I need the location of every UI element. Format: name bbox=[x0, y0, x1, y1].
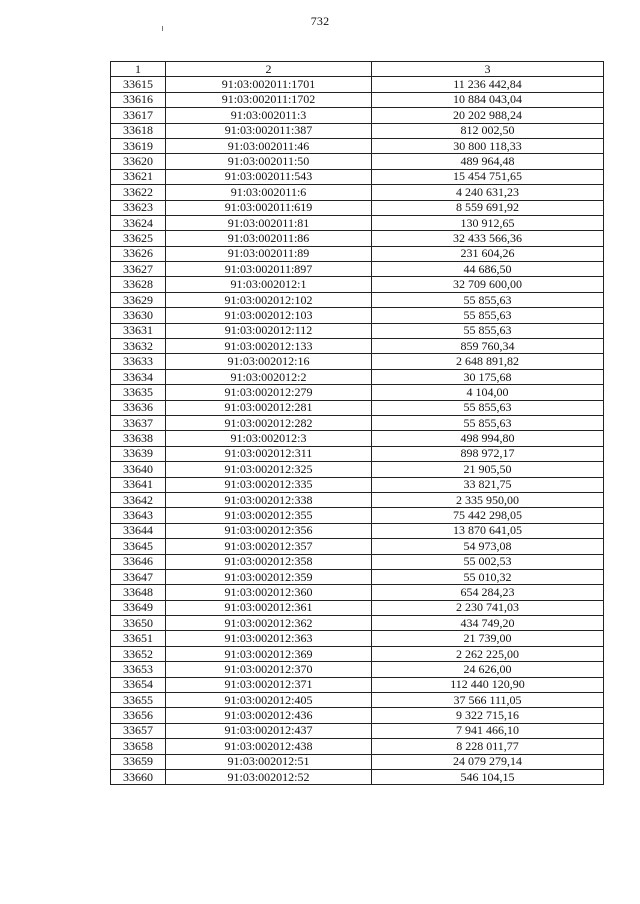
cell-value: 8 228 011,77 bbox=[372, 739, 604, 754]
table-row bbox=[111, 708, 604, 723]
cell-cadastral-number: 91:03:002011:81 bbox=[166, 215, 372, 230]
cell-row-number: 33617 bbox=[111, 108, 166, 123]
table-row bbox=[111, 154, 604, 169]
cell-cadastral-number: 91:03:002011:387 bbox=[166, 123, 372, 138]
cell-cadastral-number: 91:03:002012:16 bbox=[166, 354, 372, 369]
table-row bbox=[111, 92, 604, 107]
table-row bbox=[111, 123, 604, 138]
table-row bbox=[111, 108, 604, 123]
table-row bbox=[111, 585, 604, 600]
cell-cadastral-number: 91:03:002012:438 bbox=[166, 739, 372, 754]
cell-row-number: 33644 bbox=[111, 523, 166, 538]
table-row bbox=[111, 631, 604, 646]
cell-value: 32 433 566,36 bbox=[372, 231, 604, 246]
table-row bbox=[111, 508, 604, 523]
cell-cadastral-number: 91:03:002012:436 bbox=[166, 708, 372, 723]
cell-cadastral-number: 91:03:002011:543 bbox=[166, 169, 372, 184]
cell-cadastral-number: 91:03:002012:52 bbox=[166, 769, 372, 784]
cell-row-number: 33628 bbox=[111, 277, 166, 292]
cell-value: 55 010,32 bbox=[372, 569, 604, 584]
cell-row-number: 33637 bbox=[111, 415, 166, 430]
cell-row-number: 33660 bbox=[111, 769, 166, 784]
cell-value: 20 202 988,24 bbox=[372, 108, 604, 123]
cell-row-number: 33642 bbox=[111, 492, 166, 507]
cell-cadastral-number: 91:03:002011:3 bbox=[166, 108, 372, 123]
cell-cadastral-number: 91:03:002011:89 bbox=[166, 246, 372, 261]
cell-value: 55 855,63 bbox=[372, 415, 604, 430]
table-row bbox=[111, 523, 604, 538]
cell-row-number: 33630 bbox=[111, 308, 166, 323]
table-row bbox=[111, 369, 604, 384]
cell-cadastral-number: 91:03:002012:361 bbox=[166, 600, 372, 615]
cell-value: 2 335 950,00 bbox=[372, 492, 604, 507]
cell-row-number: 33629 bbox=[111, 292, 166, 307]
cell-row-number: 33638 bbox=[111, 431, 166, 446]
table-row bbox=[111, 431, 604, 446]
cell-row-number: 33659 bbox=[111, 754, 166, 769]
cell-row-number: 33633 bbox=[111, 354, 166, 369]
scan-mark bbox=[162, 26, 163, 31]
cell-row-number: 33658 bbox=[111, 739, 166, 754]
cell-cadastral-number: 91:03:002012:405 bbox=[166, 693, 372, 708]
cell-value: 546 104,15 bbox=[372, 769, 604, 784]
cell-value: 859 760,34 bbox=[372, 339, 604, 354]
cell-value: 55 855,63 bbox=[372, 308, 604, 323]
cell-cadastral-number: 91:03:002012:3 bbox=[166, 431, 372, 446]
cell-row-number: 33653 bbox=[111, 662, 166, 677]
cell-row-number: 33640 bbox=[111, 462, 166, 477]
table-row bbox=[111, 308, 604, 323]
registry-table bbox=[110, 61, 604, 785]
cell-row-number: 33623 bbox=[111, 200, 166, 215]
table-row bbox=[111, 277, 604, 292]
cell-row-number: 33616 bbox=[111, 92, 166, 107]
cell-cadastral-number: 91:03:002011:50 bbox=[166, 154, 372, 169]
cell-row-number: 33647 bbox=[111, 569, 166, 584]
table-row bbox=[111, 677, 604, 692]
cell-cadastral-number: 91:03:002012:360 bbox=[166, 585, 372, 600]
cell-row-number: 33636 bbox=[111, 400, 166, 415]
cell-cadastral-number: 91:03:002011:46 bbox=[166, 138, 372, 153]
cell-cadastral-number: 91:03:002012:355 bbox=[166, 508, 372, 523]
table-row bbox=[111, 600, 604, 615]
table-row bbox=[111, 231, 604, 246]
cell-value: 37 566 111,05 bbox=[372, 693, 604, 708]
cell-value: 55 855,63 bbox=[372, 292, 604, 307]
cell-row-number: 33634 bbox=[111, 369, 166, 384]
cell-value: 54 973,08 bbox=[372, 539, 604, 554]
cell-cadastral-number: 91:03:002012:2 bbox=[166, 369, 372, 384]
cell-cadastral-number: 91:03:002012:369 bbox=[166, 646, 372, 661]
cell-value: 10 884 043,04 bbox=[372, 92, 604, 107]
cell-value: 11 236 442,84 bbox=[372, 77, 604, 92]
cell-row-number: 33645 bbox=[111, 539, 166, 554]
cell-row-number: 33615 bbox=[111, 77, 166, 92]
cell-row-number: 33656 bbox=[111, 708, 166, 723]
cell-cadastral-number: 91:03:002012:358 bbox=[166, 554, 372, 569]
table-row bbox=[111, 616, 604, 631]
table-row bbox=[111, 462, 604, 477]
cell-cadastral-number: 91:03:002012:356 bbox=[166, 523, 372, 538]
cell-row-number: 33655 bbox=[111, 693, 166, 708]
cell-row-number: 33632 bbox=[111, 339, 166, 354]
table-row bbox=[111, 138, 604, 153]
cell-value: 15 454 751,65 bbox=[372, 169, 604, 184]
cell-cadastral-number: 91:03:002012:359 bbox=[166, 569, 372, 584]
cell-value: 9 322 715,16 bbox=[372, 708, 604, 723]
cell-value: 55 002,53 bbox=[372, 554, 604, 569]
cell-value: 24 626,00 bbox=[372, 662, 604, 677]
table-row bbox=[111, 554, 604, 569]
cell-cadastral-number: 91:03:002012:370 bbox=[166, 662, 372, 677]
table-row bbox=[111, 169, 604, 184]
cell-cadastral-number: 91:03:002012:325 bbox=[166, 462, 372, 477]
cell-row-number: 33621 bbox=[111, 169, 166, 184]
table-row bbox=[111, 385, 604, 400]
cell-cadastral-number: 91:03:002012:133 bbox=[166, 339, 372, 354]
table-row bbox=[111, 769, 604, 784]
cell-value: 32 709 600,00 bbox=[372, 277, 604, 292]
cell-row-number: 33635 bbox=[111, 385, 166, 400]
cell-value: 30 175,68 bbox=[372, 369, 604, 384]
table-row bbox=[111, 262, 604, 277]
cell-row-number: 33620 bbox=[111, 154, 166, 169]
cell-value: 24 079 279,14 bbox=[372, 754, 604, 769]
cell-cadastral-number: 91:03:002012:311 bbox=[166, 446, 372, 461]
cell-cadastral-number: 91:03:002012:335 bbox=[166, 477, 372, 492]
cell-value: 898 972,17 bbox=[372, 446, 604, 461]
cell-row-number: 33639 bbox=[111, 446, 166, 461]
cell-value: 4 240 631,23 bbox=[372, 185, 604, 200]
cell-cadastral-number: 91:03:002011:1701 bbox=[166, 77, 372, 92]
cell-row-number: 33657 bbox=[111, 723, 166, 738]
header-row bbox=[111, 62, 604, 77]
cell-cadastral-number: 91:03:002012:437 bbox=[166, 723, 372, 738]
cell-row-number: 33624 bbox=[111, 215, 166, 230]
cell-value: 489 964,48 bbox=[372, 154, 604, 169]
cell-row-number: 33648 bbox=[111, 585, 166, 600]
cell-value: 8 559 691,92 bbox=[372, 200, 604, 215]
table-row bbox=[111, 323, 604, 338]
cell-value: 4 104,00 bbox=[372, 385, 604, 400]
cell-row-number: 33626 bbox=[111, 246, 166, 261]
cell-value: 55 855,63 bbox=[372, 323, 604, 338]
cell-value: 33 821,75 bbox=[372, 477, 604, 492]
cell-value: 75 442 298,05 bbox=[372, 508, 604, 523]
column-header-value: 3 bbox=[372, 62, 604, 77]
table-row bbox=[111, 662, 604, 677]
cell-cadastral-number: 91:03:002011:897 bbox=[166, 262, 372, 277]
cell-row-number: 33654 bbox=[111, 677, 166, 692]
cell-value: 13 870 641,05 bbox=[372, 523, 604, 538]
cell-value: 434 749,20 bbox=[372, 616, 604, 631]
cell-value: 231 604,26 bbox=[372, 246, 604, 261]
cell-row-number: 33625 bbox=[111, 231, 166, 246]
table-row bbox=[111, 292, 604, 307]
cell-value: 654 284,23 bbox=[372, 585, 604, 600]
cell-row-number: 33627 bbox=[111, 262, 166, 277]
cell-value: 112 440 120,90 bbox=[372, 677, 604, 692]
cell-value: 2 262 225,00 bbox=[372, 646, 604, 661]
cell-row-number: 33631 bbox=[111, 323, 166, 338]
cell-cadastral-number: 91:03:002012:281 bbox=[166, 400, 372, 415]
cell-value: 21 739,00 bbox=[372, 631, 604, 646]
cell-cadastral-number: 91:03:002012:362 bbox=[166, 616, 372, 631]
cell-cadastral-number: 91:03:002012:371 bbox=[166, 677, 372, 692]
table-row bbox=[111, 693, 604, 708]
table-row bbox=[111, 339, 604, 354]
table-row bbox=[111, 723, 604, 738]
table-row bbox=[111, 646, 604, 661]
cell-cadastral-number: 91:03:002012:338 bbox=[166, 492, 372, 507]
cell-cadastral-number: 91:03:002012:51 bbox=[166, 754, 372, 769]
cell-cadastral-number: 91:03:002012:363 bbox=[166, 631, 372, 646]
column-header-cadastral-number: 2 bbox=[166, 62, 372, 77]
cell-row-number: 33650 bbox=[111, 616, 166, 631]
cell-cadastral-number: 91:03:002011:86 bbox=[166, 231, 372, 246]
table-row bbox=[111, 215, 604, 230]
cell-cadastral-number: 91:03:002012:1 bbox=[166, 277, 372, 292]
cell-row-number: 33622 bbox=[111, 185, 166, 200]
cell-cadastral-number: 91:03:002012:279 bbox=[166, 385, 372, 400]
table-row bbox=[111, 77, 604, 92]
cell-value: 498 994,80 bbox=[372, 431, 604, 446]
table-row bbox=[111, 415, 604, 430]
table-row bbox=[111, 539, 604, 554]
cell-row-number: 33651 bbox=[111, 631, 166, 646]
table-row bbox=[111, 246, 604, 261]
cell-value: 55 855,63 bbox=[372, 400, 604, 415]
cell-value: 7 941 466,10 bbox=[372, 723, 604, 738]
cell-cadastral-number: 91:03:002012:102 bbox=[166, 292, 372, 307]
cell-value: 21 905,50 bbox=[372, 462, 604, 477]
cell-cadastral-number: 91:03:002012:112 bbox=[166, 323, 372, 338]
cell-row-number: 33618 bbox=[111, 123, 166, 138]
cell-cadastral-number: 91:03:002011:619 bbox=[166, 200, 372, 215]
cell-cadastral-number: 91:03:002012:282 bbox=[166, 415, 372, 430]
table-row bbox=[111, 754, 604, 769]
column-header-number: 1 bbox=[111, 62, 166, 77]
table-body bbox=[111, 77, 604, 785]
table-row bbox=[111, 492, 604, 507]
cell-cadastral-number: 91:03:002012:357 bbox=[166, 539, 372, 554]
table-row bbox=[111, 354, 604, 369]
cell-row-number: 33641 bbox=[111, 477, 166, 492]
cell-row-number: 33643 bbox=[111, 508, 166, 523]
table-row bbox=[111, 446, 604, 461]
cell-row-number: 33619 bbox=[111, 138, 166, 153]
table-row bbox=[111, 200, 604, 215]
table-row bbox=[111, 569, 604, 584]
cell-value: 30 800 118,33 bbox=[372, 138, 604, 153]
page-number: 732 bbox=[310, 14, 330, 28]
cell-value: 812 002,50 bbox=[372, 123, 604, 138]
cell-row-number: 33649 bbox=[111, 600, 166, 615]
cell-value: 130 912,65 bbox=[372, 215, 604, 230]
cell-value: 2 230 741,03 bbox=[372, 600, 604, 615]
cell-value: 44 686,50 bbox=[372, 262, 604, 277]
cell-row-number: 33646 bbox=[111, 554, 166, 569]
cell-value: 2 648 891,82 bbox=[372, 354, 604, 369]
cell-row-number: 33652 bbox=[111, 646, 166, 661]
table-row bbox=[111, 477, 604, 492]
cell-cadastral-number: 91:03:002011:6 bbox=[166, 185, 372, 200]
cell-cadastral-number: 91:03:002012:103 bbox=[166, 308, 372, 323]
cell-cadastral-number: 91:03:002011:1702 bbox=[166, 92, 372, 107]
table-row bbox=[111, 739, 604, 754]
table-row bbox=[111, 185, 604, 200]
table-row bbox=[111, 400, 604, 415]
